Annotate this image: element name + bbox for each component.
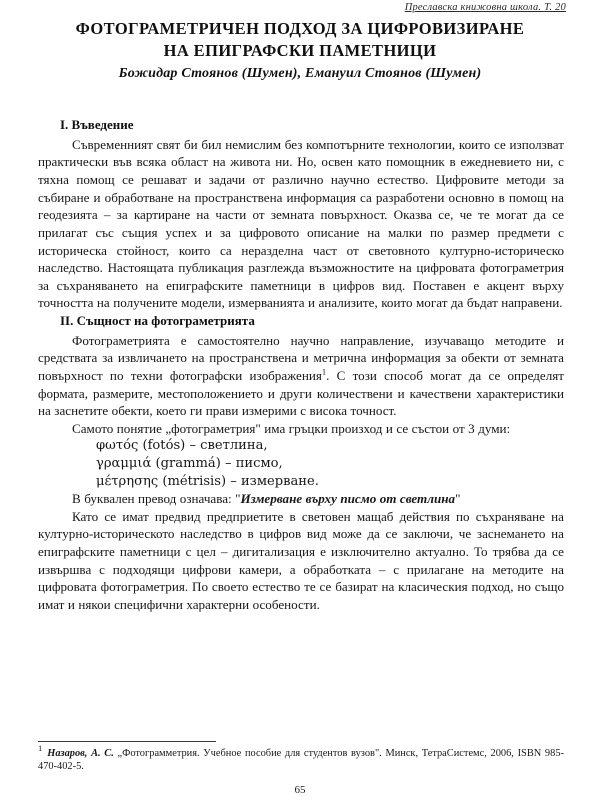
paragraph-closing: Като се имат предвид предприетите в световен мащаб действия по съхраняване на културно-историческото наследство в цифров вид може да се заключи, че заснемането на епиграфските паметници с цел – дигитализация е изключително актуално. То трябва да се извършва с подходящи цифрови камери, а обработката – с прилагане на методите на цифровата фотограметрия. По своето естество те се базират на класическия подход, но също имат и някои специфични характерни особености. <box>38 508 564 612</box>
greek-term-item: φωτός (fotós) – светлина, <box>96 438 268 454</box>
body-column <box>38 116 564 614</box>
translation-lead: В буквален превод означава: " <box>72 491 241 507</box>
footnote <box>38 743 564 774</box>
paragraph-essence-definition <box>38 332 564 420</box>
footnote-separator-rule <box>38 741 216 742</box>
paragraph-introduction: Съвременният свят би бил немислим без компотърните технологии, които се използват практически във всяка област на живота ни. Но, освен като помощник в ежедневието ни, с тяхна помощ се решават и задачи от различно научно естество. Цифровите методи за събиране и обработване на пространствена информация са разработени основно в помощ на геодезията – за картиране на части от земната повърхност. Оказва се, че те могат да се прилагат със същия успех и за цифровото описание на малки по размер предмети с историческа стойност, които са неразделна част от световното културно-историческо наследство. Настоящата публикация разглежда възможностите на цифровата фотограметрия за съхраняването на епиграфските паметници в цифров вид. Поставен е акцент върху точността на получените модели, измерванията и анализите, които могат да бъдат направени. <box>38 136 564 311</box>
title-block <box>40 18 560 63</box>
footnote-text: „Фотограмметрия. Учебное пособие для студентов вузов". Минск, ТетраСистемс, 2006, ISBN 985-470-402-5. <box>38 747 564 773</box>
greek-term-item: γραμμιά (grammá) – писмо, <box>96 456 283 472</box>
page-title <box>40 18 560 63</box>
greek-terms-list <box>38 437 564 490</box>
page-number: 65 <box>294 784 306 796</box>
footnote-number: 1 <box>38 743 43 754</box>
greek-term-item: μέτρησης (métrisis) – измерване. <box>96 473 319 489</box>
paragraph-etymology-intro: Самото понятие „фотограметрия" има гръцки произход и се състои от 3 думи: <box>72 420 511 436</box>
paragraph-literal-translation <box>38 490 564 508</box>
translation-phrase: Измерване върху писмо от светлина <box>240 491 456 507</box>
page-title-line-2: НА ЕПИГРАФСКИ ПАМЕТНИЦИ <box>163 41 437 61</box>
footnote-reference-marker[interactable]: 1 <box>321 366 327 377</box>
authors-line: Божидар Стоянов (Шумен), Емануил Стоянов (Шумен) <box>118 66 482 81</box>
footnote-author: Назаров, А. С. <box>47 747 114 759</box>
section-heading-introduction: I. Въведение <box>60 117 134 132</box>
paragraph-essence-definition-part1: Фотограметрията е самостоятелно научно направление, изучаващо методите и средствата за извличането на пространствена и метрична информация за обекти от земната повърхност по техни фотографски изображения <box>38 332 564 383</box>
page-title-line-1: ФОТОГРАМЕТРИЧЕН ПОДХОД ЗА ЦИФРОВИЗИРАНЕ <box>75 19 525 38</box>
translation-tail: " <box>455 491 461 507</box>
running-head: Преславска книжовна школа. Т. 20 <box>404 2 566 13</box>
paragraph-essence-definition-part2: . С този способ могат да се определят формата, размерите, местоположението и други количествени и качествени характеристики на заснетите обекти, което ги прави измерими с висока точност. <box>38 368 564 419</box>
section-heading-essence: II. Същност на фотограметрията <box>60 312 255 328</box>
